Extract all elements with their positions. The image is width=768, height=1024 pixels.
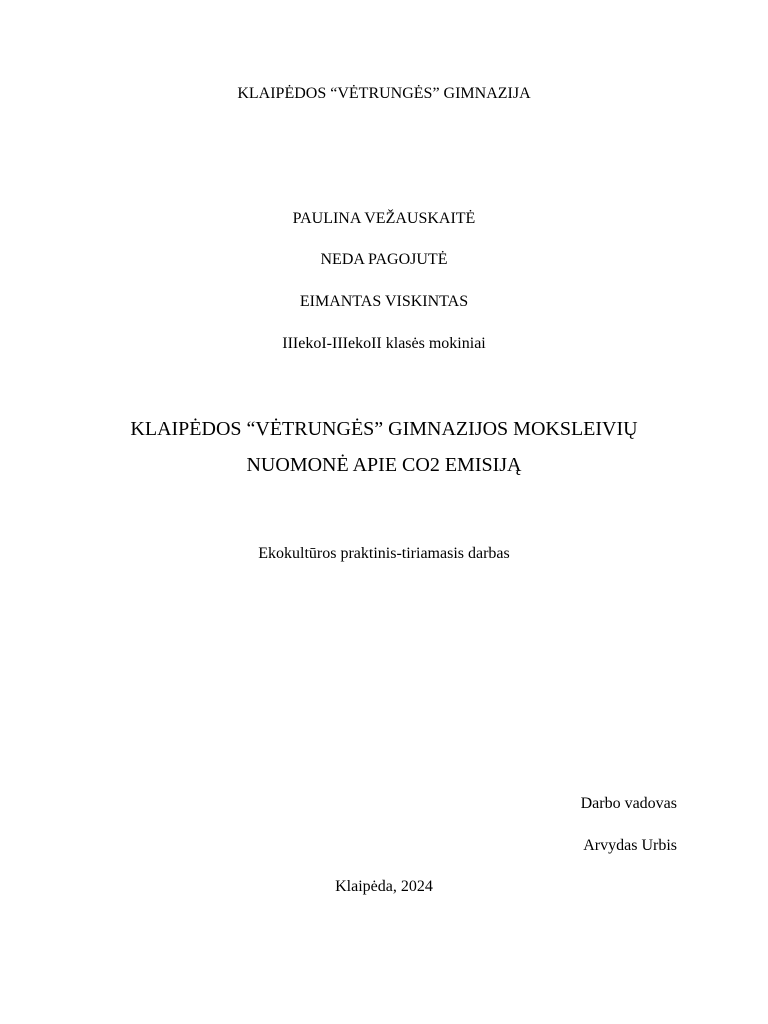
supervisor-name: Arvydas Urbis [583, 837, 677, 854]
author-name-2: NEDA PAGOJUTĖ [320, 251, 448, 268]
title-line-2: NUOMONĖ APIE CO2 EMISIJĄ [246, 454, 522, 476]
supervisor-label: Darbo vadovas [580, 795, 677, 812]
author-name-1: PAULINA VEŽAUSKAITĖ [292, 210, 476, 227]
title-line-1: KLAIPĖDOS “VĖTRUNGĖS” GIMNAZIJOS MOKSLEIVIŲ [130, 418, 638, 440]
place-year: Klaipėda, 2024 [335, 878, 433, 895]
school-name: KLAIPĖDOS “VĖTRUNGĖS” GIMNAZIJA [237, 85, 531, 102]
class-line: IIIekoI-IIIekoII klasės mokiniai [282, 335, 486, 352]
work-subtitle: Ekokultūros praktinis-tiriamasis darbas [258, 545, 510, 562]
author-name-3: EIMANTAS VISKINTAS [299, 293, 469, 310]
